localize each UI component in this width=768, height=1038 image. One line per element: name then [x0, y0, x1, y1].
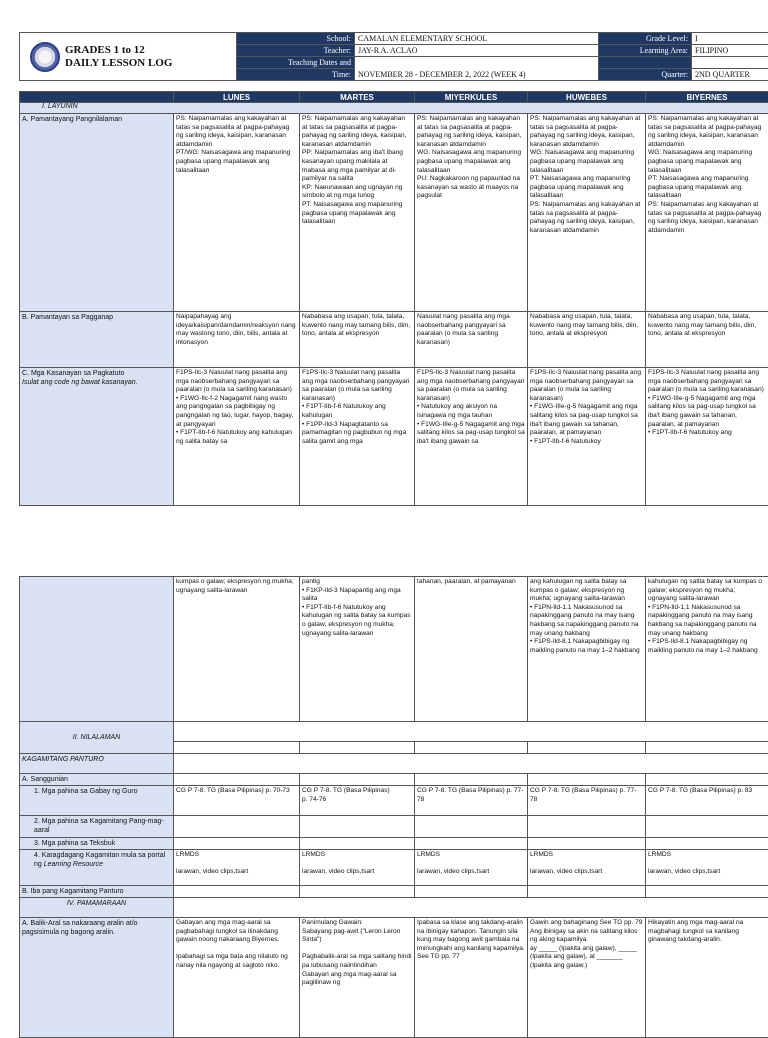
cell: PS: Naipamamalas ang kakayahan at tatas sa pagsasalita at pagpa-pahayag ng sariling ideya, kaisipan, karanasan atdamdamin PP: Naipamamalas ang iba't ibang kasanayan upang makilala at mabasa ang mga pamilyar at di-pamilyar na salita KP: Naeunawaan ang ugnayan ng simbolo at ng mga tunog PT: Naisasagawa ang mapanuring pagbasa upang mapalawak ang talasalitaan	[300, 114, 415, 312]
portal-label-text: 4. Karagdagang Kagamitan mula sa portal ng	[34, 852, 165, 868]
lesson-table	[19, 91, 768, 506]
kasanayan-label	[20, 368, 174, 506]
cell: LRMDS larawan, video clips,tsart	[300, 850, 415, 886]
area-label: Learning Area:	[599, 45, 692, 57]
title-line1: GRADES 1 to 12	[65, 44, 172, 57]
cell: F1PS-Ilc-3 Naiuulat nang pasalita ang mga naobserbahang pangyayari sa paaralan (o mula sa sariling karanasan) • F1WG-IIIe-g-5 Nagagamit ang mga salitang kilos sa pag-usap tungkol sa iba't ibang gawain sa tahanan, paaralan, at pamayanan • F1PT-IIb-f-6 Natutukoy ang	[646, 368, 768, 506]
cell: PS: Naipamamalas ang kakayahan at tatas sa pagsasalita at pagpa-pahayag ng sariling ideya, kaisipan, karanasan atdamdamin WG: Naisasagawa ang mapanuring pagbasa upang mapalawak ang talasalitaan PU: Nagkakaroon ng papaunlad na kasanayan sa wasto at maayos na pagsulat	[415, 114, 528, 312]
teacher-label: Teacher:	[237, 45, 355, 57]
cell: Nababasa ang usapan, tula, talata, kuwento nang may tamang bilis, diin, tono, antala at ekspresyon	[528, 312, 646, 368]
pamamaraan-heading: IV. PAMAMARAAN	[20, 898, 174, 918]
day-header: LUNES	[174, 92, 300, 103]
nilalaman-heading: II. NILALAMAN	[20, 722, 174, 754]
table-row	[20, 850, 768, 886]
kasanayan-title: C. Mga Kasanayan sa Pagkatuto	[22, 370, 124, 377]
gabay-label: 1. Mga pahina sa Gabay ng Guro	[20, 786, 174, 816]
cell: PS: Naipamamalas ang kakayahan at tatas sa pagsasalita at pagpa-pahayag ng sariling ideya, kaisipan, karanasan atdamdamin WG: Naisasagawa ang mapanuring pagbasa upang mapalawak ang talasalitaan PT: Naisasagawa ang mapanuring pagbasa upang mapalawak ang talasalitaan PS: Naipamamalas ang kakayahan at tatas sa pagsasalita at pagpa-pahayag ng sariling ideya, kaisipan, karanasan atdamdamin	[528, 114, 646, 312]
cell: PS: Naipamamalas ang kakayahan at tatas sa pagsasalita at pagpa-pahayag ng sariling ideya, kaisipan, karanasan atdamdamin PT/WG: Naisasagawa ang mapanuring pagbasa upang mapalawak ang talasalitaan	[174, 114, 300, 312]
grade-value: I	[692, 33, 768, 45]
school-label: School:	[237, 33, 355, 45]
kagamitang-pang-mag-aaral-label: 2. Mga pahina sa Kagamitang Pang-mag-aaral	[20, 816, 174, 838]
grade-label: Grade Level:	[599, 33, 692, 45]
cell: Naiuulat nang pasalita ang mga naobserbahang pangyayari sa paaralan (o mula sa sariling karanasan)	[415, 312, 528, 368]
area-value: FILIPINO	[692, 45, 768, 57]
cell: F1PS-Ilc-3 Naiuulat nang pasalita ang mga naobserbahang pangyayari sa paaralan (o mula sa sariling karanasan) • F1WG-IIIe-g-5 Nagagamit ang mga salitang kilos sa pag-usap tungkol sa iba't ibang gawain sa tahanan, paaralan, at pamayanan • F1PT-IIb-f-6 Natutukoy	[528, 368, 646, 506]
cell: LRMDS larawan, video clips,tsart	[646, 850, 768, 886]
title-line2: DAILY LESSON LOG	[65, 57, 172, 70]
cell: kahulugan ng salita batay sa kumpas o galaw; ekspresyon ng mukha; ugnayang salita-larawan • F1PN-Ild-1.1 Nakasusunod sa napakinggang panuto na may isang hakbang sa napakinggang panuto na may unang hakbang • F1PS-Ild-8.1 Nakapagbibigay ng maikling panuto na may 1–2 hakbang	[646, 577, 768, 722]
cell: ang kahulugan ng salita batay sa kumpas o galaw; ekspresyon ng mukha; ugnayang salita-larawan • F1PN-Ild-1.1 Nakasusunod sa napakinggang panuto na may isang hakbang sa napakinggang panuto na may unang hakbang • F1PS-Ild-8.1 Nakapagbibigay ng maikling panuto na may 1–2 hakbang	[528, 577, 646, 722]
cell: LRMDS larawan, video clips,tsart	[174, 850, 300, 886]
quarter-label: Quarter:	[599, 69, 692, 81]
day-header-row	[20, 92, 768, 103]
cell: Naipapahayag ang ideya/kaisipan/damdamin/reaksyon nang may wastong tono, diin, bilis, antala at intonasyon	[174, 312, 300, 368]
table-row	[20, 754, 768, 774]
day-header: MARTES	[300, 92, 415, 103]
balik-aral-label: A. Balik-Aral sa nakaraang aralin at/o pagsisimula ng bagong aralin.	[20, 918, 174, 1038]
pamantayan-sa-pagganap-label: B. Pamantayan sa Pagganap	[20, 312, 174, 368]
header-table	[19, 32, 768, 81]
table-row	[20, 577, 768, 722]
cell: LRMDS larawan, video clips,tsart	[415, 850, 528, 886]
portal-label	[20, 850, 174, 886]
cell: pantig • F1KP-Ild-3 Napapantig ang mga salita • F1PT-IIb-f-6 Natutukoy ang kahulugan ng salita batay sa kumpas o galaw; ekspresyon ng mukha; ugnayang salita-larawan	[300, 577, 415, 722]
table-row	[20, 918, 768, 1038]
cell: CG P 7-8. TG (Basa Pilipinas) p. 77-78	[415, 786, 528, 816]
teksbuk-label: 3. Mga pahina sa Teksbuk	[20, 838, 174, 850]
portal-label-italic: Learning Resource	[44, 861, 103, 868]
dates-label-2: Time:	[237, 69, 355, 81]
table-row	[20, 786, 768, 816]
cell: CG P 7-8. TG (Basa Pilipinas) p. 74-76	[300, 786, 415, 816]
table-row	[20, 368, 768, 506]
cell: LRMDS larawan, video clips,tsart	[528, 850, 646, 886]
cell: Panimulang Gawain: Sabayang pag-awit ("Leron Leron Sinta") Pagbabalik-aral sa mga salitang hindi pa lubusang naiintindihan Gabayan ang mga mag-aaral sa paglilinaw ng	[300, 918, 415, 1038]
cell: F1PS-Ilc-3 Naiuulat nang pasalita ang mga naobserbahang pangyayari sa paaralan (o mula sa sariling karanasan) • Natutukoy ang aksiyon na isinagawa ng mga tauhan • F1WG-IIIe-g-5 Nagagamit ang mga salitang kilos sa pag-usap tungkol sa iba't ibang gawain sa	[415, 368, 528, 506]
deped-seal-icon	[30, 42, 60, 72]
cell: Nababasa ang usapan, tula, talata, kuwento nang may tamang bilis, diin, tono, antala at ekspresyon	[300, 312, 415, 368]
cell: F1PS-Ilc-3 Naiuulat nang pasalita ang mga naobserbahang pangyayari sa paaralan (o mula sa sariling karanasan) • F1WG-Ilc-f-2 Nagagamit nang wasto ang pangngalan sa pagbibigay ng pangngalan ng tao, lugar, hayop, bagay, at pangyayari • F1PT-IIb-f-6 Natutukoy ang kahulugan ng salita batay sa	[174, 368, 300, 506]
iba-pang-kagamitan-label: B. Iba pang Kagamitang Panturo	[20, 886, 174, 898]
table-row	[20, 722, 768, 742]
day-header: HUWEBES	[528, 92, 646, 103]
cell: CG P 7-8. TG (Basa Pilipinas) p. 70-73	[174, 786, 300, 816]
cell: Nababasa ang usapan, tula, talata, kuwento nang may tamang bilis, diin, tono, antala at ekspresyon	[646, 312, 768, 368]
cell: tahanan, paaralan, at pamayanan	[415, 577, 528, 722]
lesson-table-continued	[19, 576, 768, 1038]
kagamitang-heading: KAGAMITANG PANTURO	[20, 754, 174, 774]
teacher-value: JAY-R A. ACLAO	[355, 45, 599, 57]
dates-label-1: Teaching Dates and	[237, 57, 355, 69]
cell: Gawin ang bahaginang See TG pp. 79 Ang ibinigay sa akin na salitang kilos ng aking kapamilya ay _____ (Ipakita ang galaw), _____ (Ipakita ang galaw), at _______ (Ipakita ang galaw.)	[528, 918, 646, 1038]
table-row	[20, 312, 768, 368]
cell: kumpas o galaw; ekspresyon ng mukha; ugnayang salita-larawan	[174, 577, 300, 722]
table-row	[20, 114, 768, 312]
day-header: MIYERKULES	[415, 92, 528, 103]
sanggunian-label: A. Sanggunian	[20, 774, 174, 786]
cell: PS: Naipamamalas ang kakayahan at tatas sa pagsasalita at pagpa-pahayag ng sariling ideya, kaisipan, karanasan atdamdamin WG: Naisasagawa ang mapanuring pagbasa upang mapalawak ang talasalitaan PT: Naisasagawa ang mapanuring pagbasa upang mapalawak ang talasalitaan PS: Naipamamalas ang kakayahan at tatas sa pagsasalita at pagpa-pahayag ng sariling ideya, kaisipan, karanasan atdamdamin	[646, 114, 768, 312]
kasanayan-subtitle: Isulat ang code ng bawat kasanayan.	[22, 378, 171, 387]
cell: Gabayan ang mga mag-aaral sa pagbabahagi tungkol sa itinakdang gawain noong nakaraang Biyernes. Ipabahagi sa mga bata ang nilaluto ng nanay nila ngayong at sagloto niko.	[174, 918, 300, 1038]
cell: CG P 7-8. TG (Basa Pilipinas) p. 83	[646, 786, 768, 816]
dates-value: NOVEMBER 28 - DECEMBER 2, 2022 (WEEK 4)	[355, 57, 599, 81]
cell: Ipabasa sa klase ang takdang-aralin na ibinigay kahapon. Tanungin sila kung may bagong awit gambala na iminungkahi ang kanilang kapamilya. See TG pp. 77	[415, 918, 528, 1038]
quarter-value: 2ND QUARTER	[692, 69, 768, 81]
pamantayang-pangnilalaman-label: A. Pamantayang Pangnilalaman	[20, 114, 174, 312]
school-value: CAMALAN ELEMENTARY SCHOOL	[355, 33, 599, 45]
day-header: BIYERNES	[646, 92, 768, 103]
logo-cell	[20, 33, 237, 81]
cell: CG P 7-8. TG (Basa Pilipinas) p. 77-78	[528, 786, 646, 816]
cell: F1PS-Ilc-3 Naiuulat nang pasalita ang mga naobserbahang pangyayari sa paaralan (o mula sa sariling karanasan) • F1PT-IIb-f-6 Natutukoy ang kahulugan • F1PP-Ild-3 Napagtatanto sa pamamagitan ng pagbubuo ng mga salita gamit ang mga	[300, 368, 415, 506]
cell: Hikayatin ang mga mag-aaral na magbahagi tungkol sa kanilang ginawang takdang-aralin.	[646, 918, 768, 1038]
layunin-heading: I. LAYUNIN	[20, 103, 768, 114]
